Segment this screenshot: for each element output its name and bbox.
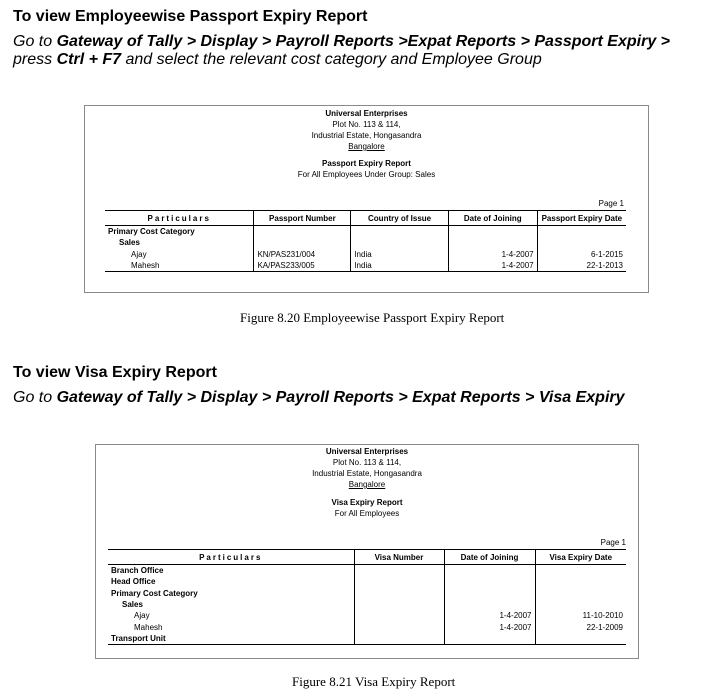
company-name: Universal Enterprises xyxy=(325,109,408,118)
date-of-joining: 1-4-2007 xyxy=(448,260,537,272)
column-header: Passport Expiry Date xyxy=(537,211,626,226)
table-row xyxy=(108,588,626,599)
figure-caption-8-20: Figure 8.20 Employeewise Passport Expiry Report xyxy=(240,310,505,325)
figure-caption-8-21: Figure 8.21 Visa Expiry Report xyxy=(292,674,456,689)
employee-name: Ajay xyxy=(105,249,254,260)
navigation-path-passport xyxy=(13,33,670,51)
company-header xyxy=(85,108,648,152)
company-header xyxy=(96,446,638,490)
column-header: Country of Issue xyxy=(351,211,449,226)
table-row xyxy=(108,633,626,645)
page-number: Page 1 xyxy=(598,199,624,208)
page-number: Page 1 xyxy=(600,538,626,547)
company-address-line2: Industrial Estate, Hongasandra xyxy=(311,131,422,140)
nav-path: Gateway of Tally > Display > Payroll Reports >Expat Reports > Passport Expiry > xyxy=(56,33,670,50)
row-label: Primary Cost Category xyxy=(108,588,354,599)
column-header: Date of Joining xyxy=(448,211,537,226)
report-title-block xyxy=(85,158,648,180)
column-header: Passport Number xyxy=(254,211,351,226)
report-subtitle: For All Employees xyxy=(334,509,400,518)
report-subtitle: For All Employees Under Group: Sales xyxy=(297,170,436,179)
row-label: Sales xyxy=(108,599,354,610)
table-row xyxy=(108,565,626,577)
passport-expiry-report xyxy=(84,105,649,293)
passport-expiry-date: 22-1-2013 xyxy=(537,260,626,272)
column-header: Particulars xyxy=(108,550,354,565)
nav-shortcut-key: Ctrl + F7 xyxy=(56,51,122,68)
employee-name: Mahesh xyxy=(105,260,254,272)
row-label: Sales xyxy=(105,237,254,248)
passport-table xyxy=(105,210,626,272)
visa-number xyxy=(354,610,444,621)
visa-table xyxy=(108,549,626,645)
row-label: Head Office xyxy=(108,576,354,587)
nav-path: Gateway of Tally > Display > Payroll Reports > Expat Reports > Visa Expiry xyxy=(56,389,625,406)
company-address-line2: Industrial Estate, Hongasandra xyxy=(312,469,422,478)
table-row xyxy=(105,249,626,260)
table-row xyxy=(105,260,626,272)
company-name: Universal Enterprises xyxy=(325,447,409,456)
employee-name: Mahesh xyxy=(108,621,354,632)
column-header: Date of Joining xyxy=(444,550,535,565)
visa-expiry-date: 11-10-2010 xyxy=(582,611,623,621)
table-row xyxy=(105,226,626,238)
report-title: Visa Expiry Report xyxy=(331,498,403,507)
employee-name: Ajay xyxy=(108,610,354,621)
report-title-block xyxy=(96,497,638,519)
table-row xyxy=(108,610,626,621)
date-of-joining: 1-4-2007 xyxy=(448,249,537,260)
visa-expiry-date: 22-1-2009 xyxy=(586,622,623,632)
row-label: Transport Unit xyxy=(108,633,354,645)
column-header: Visa Number xyxy=(354,550,444,565)
section-heading-passport: To view Employeewise Passport Expiry Report xyxy=(13,8,368,25)
navigation-instruction-passport xyxy=(13,51,542,69)
passport-expiry-date: 6-1-2015 xyxy=(590,249,623,259)
company-address-line1: Plot No. 113 & 114, xyxy=(332,120,401,129)
nav-prefix: Go to xyxy=(13,33,57,50)
company-city: Bangalore xyxy=(348,142,385,151)
passport-number: KA/PAS233/005 xyxy=(254,260,351,272)
date-of-joining: 1-4-2007 xyxy=(444,621,535,632)
visa-expiry-report xyxy=(95,444,639,659)
table-row xyxy=(108,599,626,610)
company-address-line1: Plot No. 113 & 114, xyxy=(332,458,402,467)
visa-number xyxy=(354,621,444,632)
date-of-joining: 1-4-2007 xyxy=(444,610,535,621)
table-row xyxy=(108,576,626,587)
row-label: Primary Cost Category xyxy=(105,226,254,238)
column-header: Particulars xyxy=(105,211,254,226)
nav-press-text: press xyxy=(13,51,57,68)
country-of-issue: India xyxy=(351,260,449,272)
company-city: Bangalore xyxy=(348,480,386,489)
table-row xyxy=(105,237,626,248)
report-title: Passport Expiry Report xyxy=(322,159,411,168)
nav-prefix: Go to xyxy=(13,389,57,406)
passport-number: KN/PAS231/004 xyxy=(254,249,351,260)
country-of-issue: India xyxy=(351,249,449,260)
table-header-row xyxy=(105,211,626,226)
table-row xyxy=(108,621,626,632)
row-label: Branch Office xyxy=(108,565,354,577)
nav-instruction-text: and select the relevant cost category and Employee Group xyxy=(121,51,542,68)
table-header-row xyxy=(108,550,626,565)
column-header: Visa Expiry Date xyxy=(535,550,626,565)
navigation-path-visa xyxy=(13,389,625,407)
section-heading-visa: To view Visa Expiry Report xyxy=(13,364,217,381)
